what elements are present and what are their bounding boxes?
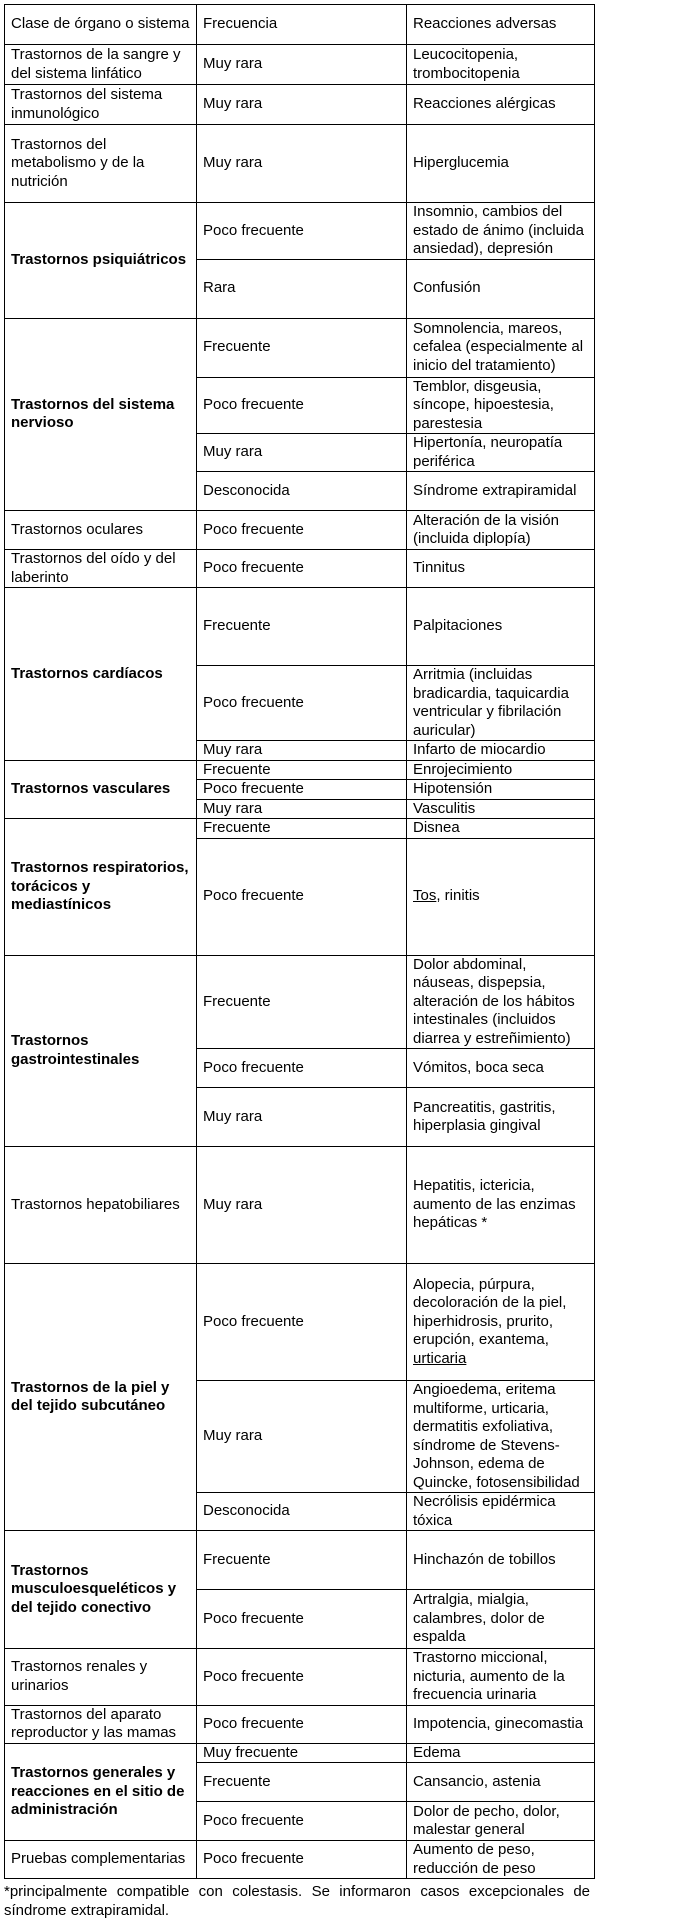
frequency-cell: Muy rara (197, 1147, 407, 1264)
reaction-cell: Síndrome extrapiramidal (407, 472, 595, 511)
reaction-cell: Hipertonía, neuropatía periférica (407, 434, 595, 472)
reaction-cell: Alopecia, púrpura, decoloración de la piel, hiperhidrosis, prurito, erupción, exantema, urticaria (407, 1264, 595, 1381)
reaction-cell: Pancreatitis, gastritis, hiperplasia gingival (407, 1088, 595, 1147)
soc-cell: Trastornos de la sangre y del sistema linfático (5, 45, 197, 85)
reaction-cell: Leucocitopenia, trombocitopenia (407, 45, 595, 85)
frequency-cell: Poco frecuente (197, 511, 407, 550)
reaction-cell: Aumento de peso, reducción de peso (407, 1841, 595, 1879)
reaction-cell: Hepatitis, ictericia, aumento de las enzimas hepáticas * (407, 1147, 595, 1264)
soc-cell: Pruebas complementarias (5, 1841, 197, 1879)
reaction-cell: Vasculitis (407, 799, 595, 819)
soc-cell: Trastornos renales y urinarios (5, 1649, 197, 1706)
frequency-cell: Muy rara (197, 85, 407, 125)
frequency-cell: Poco frecuente (197, 1590, 407, 1649)
reaction-cell: Vómitos, boca seca (407, 1049, 595, 1088)
reaction-cell: Confusión (407, 259, 595, 318)
table-row (5, 1264, 595, 1381)
frequency-cell: Frecuente (197, 588, 407, 666)
table-row (5, 45, 595, 85)
frequency-cell: Poco frecuente (197, 780, 407, 800)
soc-cell: Trastornos vasculares (5, 760, 197, 819)
frequency-cell: Frecuente (197, 760, 407, 780)
frequency-cell: Poco frecuente (197, 666, 407, 741)
frequency-cell: Frecuente (197, 1531, 407, 1590)
frequency-cell: Frecuente (197, 955, 407, 1049)
soc-cell: Trastornos del oído y del laberinto (5, 550, 197, 588)
frequency-cell: Desconocida (197, 472, 407, 511)
reaction-cell: Angioedema, eritema multiforme, urticaria, dermatitis exfoliativa, síndrome de Stevens-Johnson, edema de Quincke, fotosensibilidad (407, 1381, 595, 1493)
reaction-cell: Temblor, disgeusia, síncope, hipoestesia, parestesia (407, 377, 595, 434)
table-row (5, 1705, 595, 1743)
reaction-cell: Impotencia, ginecomastia (407, 1705, 595, 1743)
soc-cell: Trastornos del metabolismo y de la nutrición (5, 125, 197, 203)
reaction-cell: Somnolencia, mareos, cefalea (especialmente al inicio del tratamiento) (407, 318, 595, 377)
soc-cell: Trastornos del sistema inmunológico (5, 85, 197, 125)
reaction-cell: Reacciones alérgicas (407, 85, 595, 125)
soc-cell: Trastornos gastrointestinales (5, 955, 197, 1147)
reaction-cell: Edema (407, 1743, 595, 1763)
frequency-cell: Poco frecuente (197, 1049, 407, 1088)
table-row (5, 588, 595, 666)
table-row (5, 1841, 595, 1879)
table-row (5, 1743, 595, 1763)
reaction-cell: Infarto de miocardio (407, 741, 595, 761)
frequency-cell: Muy rara (197, 434, 407, 472)
reaction-cell: Hiperglucemia (407, 125, 595, 203)
reaction-cell: Palpitaciones (407, 588, 595, 666)
soc-cell: Trastornos musculoesqueléticos y del tejido conectivo (5, 1531, 197, 1649)
reaction-cell: Artralgia, mialgia, calambres, dolor de espalda (407, 1590, 595, 1649)
reaction-cell: Insomnio, cambios del estado de ánimo (incluida ansiedad), depresión (407, 203, 595, 260)
frequency-cell: Muy rara (197, 125, 407, 203)
frequency-cell: Muy rara (197, 741, 407, 761)
reaction-cell: Dolor abdominal, náuseas, dispepsia, alteración de los hábitos intestinales (incluidos diarrea y estreñimiento) (407, 955, 595, 1049)
soc-cell: Trastornos del aparato reproductor y las mamas (5, 1705, 197, 1743)
frequency-cell: Poco frecuente (197, 838, 407, 955)
frequency-cell: Poco frecuente (197, 1841, 407, 1879)
table-row (5, 955, 595, 1049)
frequency-cell: Poco frecuente (197, 377, 407, 434)
table-row (5, 85, 595, 125)
frequency-cell: Poco frecuente (197, 550, 407, 588)
reaction-cell: Necrólisis epidérmica tóxica (407, 1493, 595, 1531)
frequency-cell: Muy rara (197, 1381, 407, 1493)
soc-cell: Trastornos psiquiátricos (5, 203, 197, 319)
reaction-cell: Hinchazón de tobillos (407, 1531, 595, 1590)
table-body (5, 5, 595, 1879)
frequency-cell: Muy rara (197, 45, 407, 85)
frequency-cell: Muy rara (197, 1088, 407, 1147)
frequency-cell: Poco frecuente (197, 203, 407, 260)
soc-cell: Trastornos generales y reacciones en el sitio de administración (5, 1743, 197, 1841)
soc-cell: Trastornos respiratorios, torácicos y mediastínicos (5, 819, 197, 956)
header-row (5, 5, 595, 45)
document (4, 4, 672, 1920)
table-row (5, 819, 595, 839)
reaction-cell: Dolor de pecho, dolor, malestar general (407, 1802, 595, 1841)
frequency-cell: Frecuente (197, 318, 407, 377)
reaction-cell: Tos, rinitis (407, 838, 595, 955)
header-soc: Clase de órgano o sistema (5, 5, 197, 45)
reaction-cell: Tinnitus (407, 550, 595, 588)
table-row (5, 318, 595, 377)
header-reaction: Reacciones adversas (407, 5, 595, 45)
frequency-cell: Frecuente (197, 1763, 407, 1802)
table-row (5, 203, 595, 260)
table-row (5, 760, 595, 780)
frequency-cell: Muy frecuente (197, 1743, 407, 1763)
table-row (5, 550, 595, 588)
soc-cell: Trastornos hepatobiliares (5, 1147, 197, 1264)
reaction-cell: Trastorno miccional, nicturia, aumento de la frecuencia urinaria (407, 1649, 595, 1706)
frequency-cell: Rara (197, 259, 407, 318)
reaction-cell: Disnea (407, 819, 595, 839)
adverse-reactions-table (4, 4, 595, 1879)
soc-cell: Trastornos oculares (5, 511, 197, 550)
frequency-cell: Poco frecuente (197, 1705, 407, 1743)
soc-cell: Trastornos del sistema nervioso (5, 318, 197, 511)
frequency-cell: Muy rara (197, 799, 407, 819)
header-frequency: Frecuencia (197, 5, 407, 45)
soc-cell: Trastornos de la piel y del tejido subcutáneo (5, 1264, 197, 1531)
reaction-cell: Hipotensión (407, 780, 595, 800)
frequency-cell: Frecuente (197, 819, 407, 839)
reaction-cell: Arritmia (incluidas bradicardia, taquicardia ventricular y fibrilación auricular) (407, 666, 595, 741)
reaction-cell: Cansancio, astenia (407, 1763, 595, 1802)
frequency-cell: Poco frecuente (197, 1264, 407, 1381)
frequency-cell: Poco frecuente (197, 1802, 407, 1841)
table-row (5, 1147, 595, 1264)
reaction-cell: Enrojecimiento (407, 760, 595, 780)
table-row (5, 125, 595, 203)
frequency-cell: Desconocida (197, 1493, 407, 1531)
frequency-cell: Poco frecuente (197, 1649, 407, 1706)
table-row (5, 1649, 595, 1706)
footnote: *principalmente compatible con colestasis. Se informaron casos excepcionales de síndrome extrapiramidal. (4, 1883, 590, 1919)
table-row (5, 511, 595, 550)
table-row (5, 1531, 595, 1590)
reaction-cell: Alteración de la visión (incluida diplopía) (407, 511, 595, 550)
soc-cell: Trastornos cardíacos (5, 588, 197, 761)
